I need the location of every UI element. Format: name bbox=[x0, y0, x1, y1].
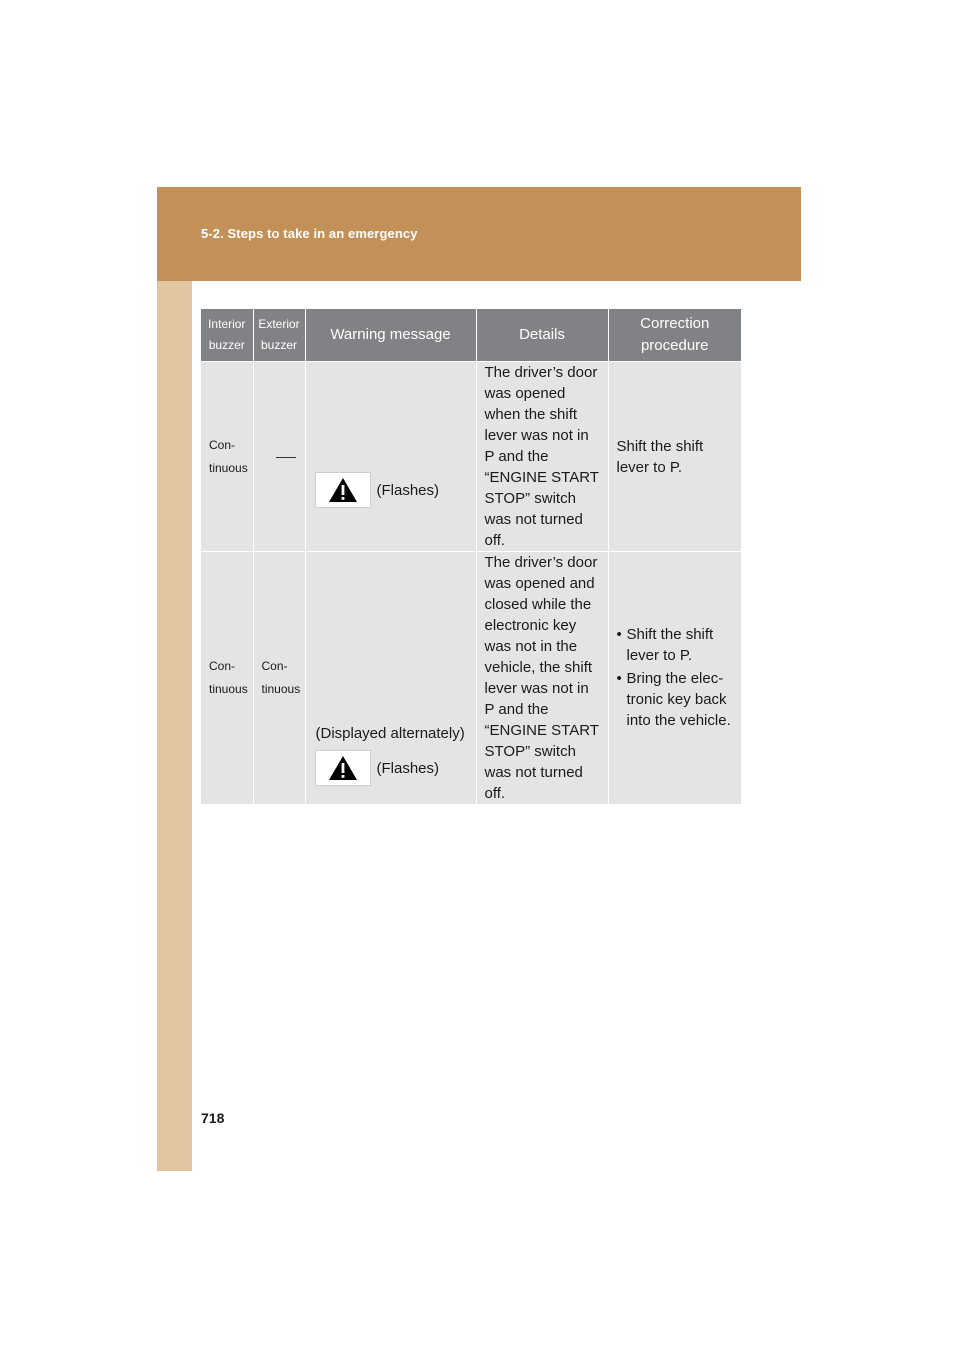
flashes-label: (Flashes) bbox=[376, 759, 440, 777]
table-row bbox=[201, 552, 741, 805]
correction-steps bbox=[617, 624, 736, 731]
table-header-row bbox=[201, 309, 741, 362]
correction-step: • Shift the shift lever to P. bbox=[617, 624, 736, 666]
flashes-label: (Flashes) bbox=[376, 481, 440, 499]
warning-message-cell bbox=[305, 362, 476, 552]
page-number: 718 bbox=[201, 1110, 225, 1126]
header-correction: Correction procedure bbox=[608, 309, 741, 362]
correction-cell bbox=[608, 552, 741, 805]
interior-buzzer-cell: Con- tinuous bbox=[201, 362, 253, 552]
none-dash bbox=[276, 457, 296, 458]
header-interior-buzzer: Interior buzzer bbox=[201, 309, 253, 362]
flash-indicator bbox=[315, 750, 440, 786]
header-details: Details bbox=[476, 309, 608, 362]
details-cell: The driver’s door was opened when the shift lever was not in P and the “ENGINE START STOP” switch was not turned off. bbox=[476, 362, 608, 552]
exterior-buzzer-cell bbox=[253, 362, 305, 552]
flash-indicator bbox=[315, 472, 440, 508]
warning-message-cell bbox=[305, 552, 476, 805]
header-warning-message: Warning message bbox=[305, 309, 476, 362]
warning-table bbox=[201, 309, 741, 804]
correction-cell: Shift the shift lever to P. bbox=[608, 362, 741, 552]
side-strip bbox=[157, 187, 192, 1171]
correction-step: • Bring the elec- tronic key back into the vehicle. bbox=[617, 668, 736, 731]
warning-triangle-icon bbox=[315, 750, 371, 786]
interior-buzzer-cell: Con- tinuous bbox=[201, 552, 253, 805]
section-title: 5-2. Steps to take in an emergency bbox=[201, 226, 418, 241]
exterior-buzzer-cell: Con- tinuous bbox=[253, 552, 305, 805]
warning-triangle-icon bbox=[315, 472, 371, 508]
table-row bbox=[201, 362, 741, 552]
header-exterior-buzzer: Exterior buzzer bbox=[253, 309, 305, 362]
displayed-alternately-label: (Displayed alternately) bbox=[315, 725, 465, 742]
details-cell: The driver’s door was opened and closed while the electronic key was not in the vehicle, the shift lever was not in P and the “ENGINE START STOP” switch was not turned off. bbox=[476, 552, 608, 805]
